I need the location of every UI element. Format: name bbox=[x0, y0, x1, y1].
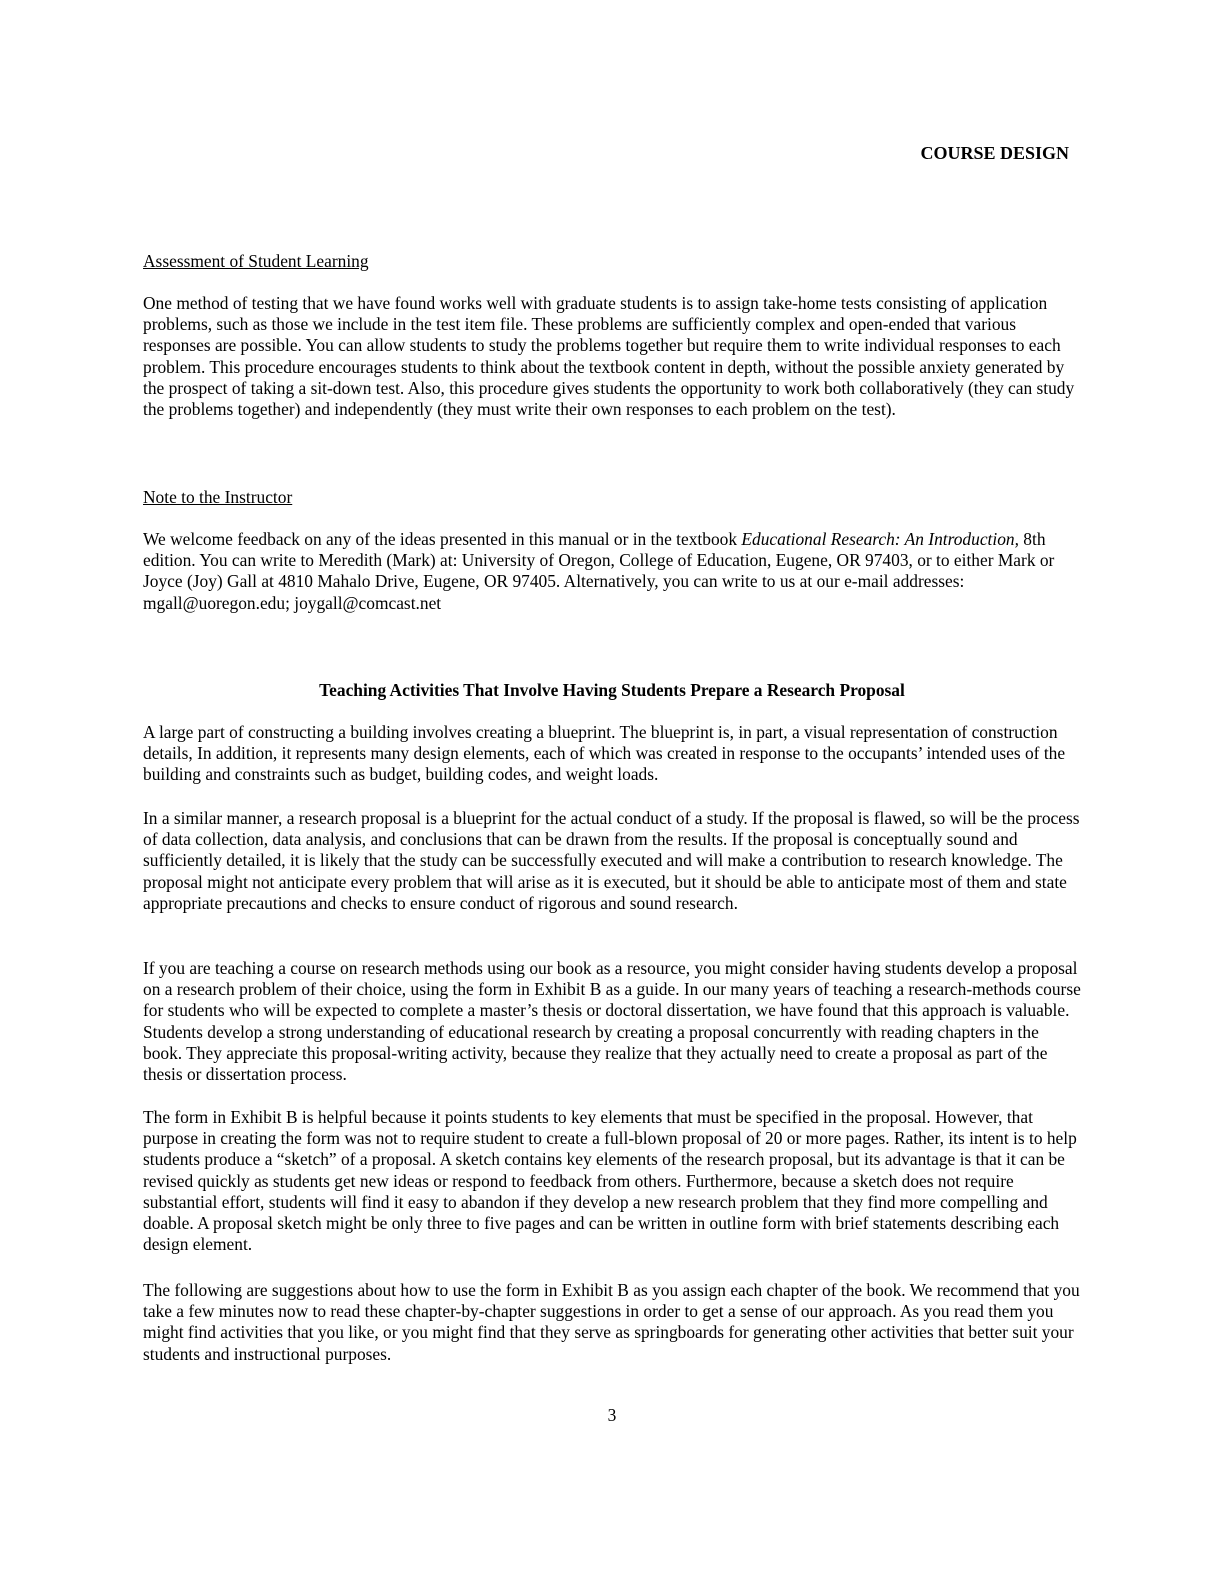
teaching-paragraph-1: A large part of constructing a building involves creating a blueprint. The blueprint is, in part, a visual representation of construction details, In addition, it represents many design elements, each of which was created in response to the occupants’ intended uses of the building and constraints such as budget, building codes, and weight loads. bbox=[143, 722, 1066, 785]
note-text-before-title: We welcome feedback on any of the ideas presented in this manual or in the textbook bbox=[143, 529, 742, 549]
teaching-paragraph-3: If you are teaching a course on research methods using our book as a resource, you might consider having students develop a proposal on a research problem of their choice, using the form in Exhibit B as a guide. In our many years of teaching a research-methods course for students who will be expected to complete a master’s thesis or doctoral dissertation, we have found that this approach is valuable. Students develop a strong understanding of educational research by creating a proposal concurrently with reading chapters in the book. They appreciate this proposal-writing activity, because they realize that they actually need to create a proposal as part of the thesis or dissertation process. bbox=[143, 958, 1081, 1085]
note-text-after-title: 8th edition. You can write to Meredith (Mark) at: University of Oregon, College of Education, Eugene, OR 97403, or to either Mark or Joyce (Joy) Gall at 4810 Mahalo Drive, Eugene, OR 97405. Alternatively, you can write to us at our e-mail addresses: mgall@uoregon.edu; joygall@comcast.net bbox=[143, 529, 1055, 613]
assessment-heading: Assessment of Student Learning bbox=[143, 251, 369, 271]
teaching-paragraph-2: In a similar manner, a research proposal is a blueprint for the actual conduct of a study. If the proposal is flawed, so will be the process of data collection, data analysis, and conclusions that can be drawn from the results. If the proposal is conceptually sound and sufficiently detailed, it is likely that the study can be successfully executed and will make a contribution to research knowledge. The proposal might not anticipate every problem that will arise as it is executed, but it should be able to anticipate most of them and state appropriate precautions and checks to ensure conduct of rigorous and sound research. bbox=[143, 808, 1080, 913]
page-number: 3 bbox=[607, 1405, 617, 1425]
teaching-paragraph-5: The following are suggestions about how to use the form in Exhibit B as you assign each chapter of the book. We recommend that you take a few minutes now to read these chapter-by-chapter suggestions in order to get a sense of our approach. As you read them you might find activities that you like, or you might find that they serve as springboards for generating other activities that better suit your students and instructional purposes. bbox=[143, 1280, 1080, 1364]
assessment-paragraph: One method of testing that we have found works well with graduate students is to assign take-home tests consisting of application problems, such as those we include in the test item file. These problems are sufficiently complex and open-ended that various responses are possible. You can allow students to study the problems together but require them to write individual responses to each problem. This procedure encourages students to think about the textbook content in depth, without the possible anxiety generated by the prospect of taking a sit-down test. Also, this procedure gives students the opportunity to work both collaboratively (they can study the problems together) and independently (they must write their own responses to each problem on the test). bbox=[143, 293, 1075, 420]
teaching-paragraph-4: The form in Exhibit B is helpful because it points students to key elements that must be specified in the proposal. However, that purpose in creating the form was not to require student to create a full-blown proposal of 20 or more pages. Rather, its intent is to help students produce a “sketch” of a proposal. A sketch contains key elements of the research proposal, but its advantage is that it can be revised quickly as students get new ideas or respond to feedback from others. Furthermore, because a sketch does not require substantial effort, students will find it easy to abandon if they develop a new research problem that they find more compelling and doable. A proposal sketch might be only three to five pages and can be written in outline form with brief statements describing each design element. bbox=[143, 1107, 1077, 1255]
teaching-activities-heading: Teaching Activities That Involve Having Students Prepare a Research Proposal bbox=[319, 680, 905, 700]
note-heading: Note to the Instructor bbox=[143, 487, 293, 507]
running-title: COURSE DESIGN bbox=[920, 143, 1069, 163]
note-paragraph bbox=[143, 529, 1081, 614]
book-title: Educational Research: An Introduction, bbox=[741, 529, 1019, 549]
